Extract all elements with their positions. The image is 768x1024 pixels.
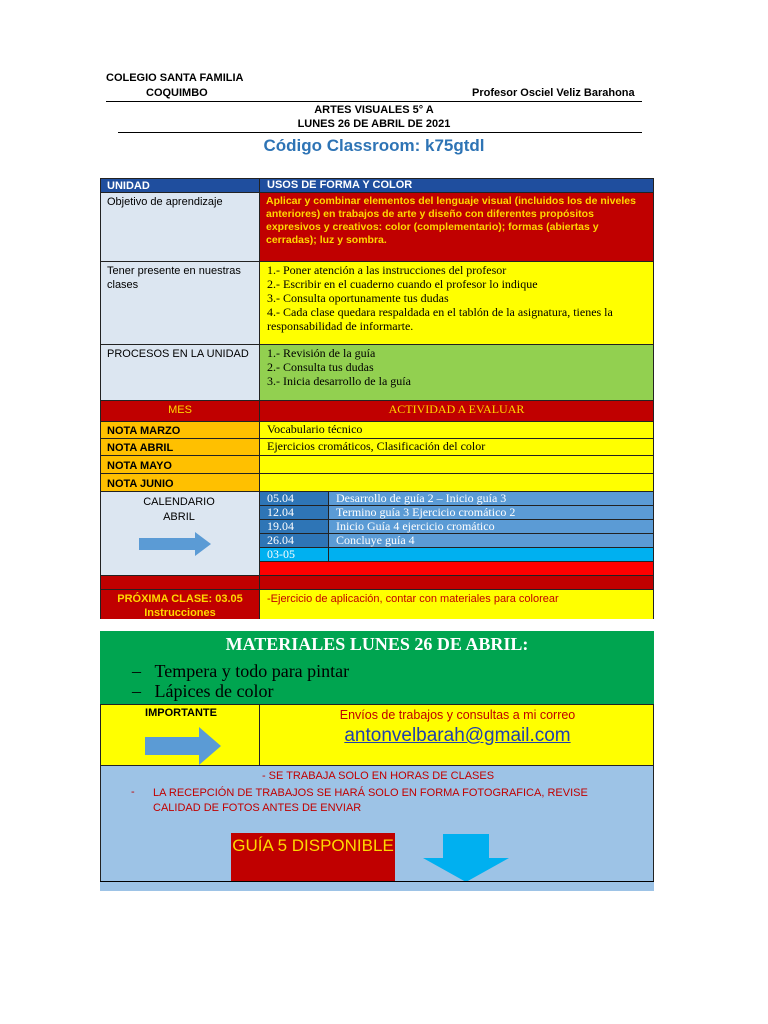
nota-label: NOTA ABRIL — [100, 438, 260, 456]
header-rule-top — [106, 101, 642, 102]
unidad-value: USOS DE FORMA Y COLOR — [259, 178, 654, 193]
tener-item: 4.- Cada clase quedara respaldada en el tablón de la asignatura, tienes la responsabilidad de informarte. — [267, 305, 613, 333]
header-rule-bottom — [118, 132, 642, 133]
objetivo-label: Objetivo de aprendizaje — [100, 192, 260, 262]
email-link[interactable]: antonvelbarah@gmail.com — [344, 725, 571, 746]
calendario-date: 12.04 — [259, 505, 329, 520]
calendario-label: CALENDARIO ABRIL — [143, 496, 215, 523]
calendario-cell — [100, 491, 260, 576]
nota-value — [259, 455, 654, 474]
nota-label: NOTA JUNIO — [100, 473, 260, 492]
importante-label: IMPORTANTE — [145, 707, 217, 719]
calendario-text: Desarrollo de guía 2 – Inicio guía 3 — [328, 491, 654, 506]
subject-title: ARTES VISUALES 5° A — [314, 104, 434, 116]
mes-header: MES — [100, 400, 260, 422]
note-dash: - — [131, 786, 135, 798]
calendario-date: 03-05 — [259, 547, 329, 562]
note-item: - SE TRABAJA SOLO EN HORAS DE CLASES — [261, 770, 495, 782]
guia-disponible-button[interactable]: GUÍA 5 DISPONIBLE — [231, 833, 395, 883]
school-city: COQUIMBO — [146, 87, 208, 99]
classroom-code: Código Classroom: k75gtdl — [263, 136, 485, 155]
nota-value: Ejercicios cromáticos, Clasificación del color — [259, 438, 654, 456]
calendario-date: 26.04 — [259, 533, 329, 548]
teacher-name: Profesor Osciel Veliz Barahona — [472, 87, 635, 99]
materiales-title: MATERIALES LUNES 26 DE ABRIL: — [225, 634, 529, 654]
calendario-text: Termino guía 3 Ejercicio cromático 2 — [328, 505, 654, 520]
calendario-text: Concluye guía 4 — [328, 533, 654, 548]
notes-block — [100, 765, 654, 891]
importante-cell — [100, 704, 260, 766]
procesos-item: 2.- Consulta tus dudas — [267, 360, 374, 374]
envios-text: Envíos de trabajos y consultas a mi correo — [339, 708, 576, 722]
notes-block-bottom — [100, 881, 654, 891]
separator-row — [100, 575, 260, 590]
right-arrow-icon — [139, 532, 211, 556]
materiales-item-text: Tempera y todo para pintar — [154, 661, 350, 681]
actividad-header: ACTIVIDAD A EVALUAR — [259, 400, 654, 422]
tener-item: 1.- Poner atención a las instrucciones del profesor — [267, 263, 507, 277]
procesos-label: PROCESOS EN LA UNIDAD — [100, 344, 260, 401]
right-arrow-icon — [145, 727, 221, 765]
objetivo-value: Aplicar y combinar elementos del lenguaje visual (incluidos los de niveles anteriores) en trabajos de arte y diseño con diferentes propósitos expresivos y creativos: color (complementario); formas (abiertas y cerradas); luz y sombra. — [259, 192, 654, 262]
date-title: LUNES 26 DE ABRIL DE 2021 — [297, 118, 451, 130]
materiales-item-text: Lápices de color — [154, 681, 274, 701]
materiales-top-band — [100, 619, 654, 631]
materiales-item: – Tempera y todo para pintar — [132, 661, 350, 681]
tener-label: Tener presente en nuestras clases — [100, 261, 260, 345]
tener-list — [259, 261, 654, 345]
procesos-list — [259, 344, 654, 401]
school-name: COLEGIO SANTA FAMILIA — [106, 72, 244, 84]
tener-item: 2.- Escribir en el cuaderno cuando el profesor lo indique — [267, 277, 538, 291]
down-arrow-icon — [423, 834, 509, 882]
procesos-item: 3.- Inicia desarrollo de la guía — [267, 374, 411, 388]
calendario-date: 05.04 — [259, 491, 329, 506]
calendario-text — [328, 547, 654, 562]
materiales-item: – Lápices de color — [132, 681, 274, 701]
proxima-value: -Ejercicio de aplicación, contar con materiales para colorear — [259, 589, 654, 620]
nota-value: Vocabulario técnico — [259, 421, 654, 439]
calendario-empty-row — [259, 561, 654, 576]
tener-item: 3.- Consulta oportunamente tus dudas — [267, 291, 449, 305]
materiales-block — [100, 619, 654, 705]
nota-label: NOTA MARZO — [100, 421, 260, 439]
calendario-date: 19.04 — [259, 519, 329, 534]
separator-row — [259, 575, 654, 590]
proxima-label: PRÓXIMA CLASE: 03.05 Instrucciones — [100, 589, 260, 620]
notes-block-rule — [100, 881, 654, 882]
unidad-label: UNIDAD — [100, 178, 260, 193]
nota-value — [259, 473, 654, 492]
nota-label: NOTA MAYO — [100, 455, 260, 474]
calendario-text: Inicio Guía 4 ejercicio cromático — [328, 519, 654, 534]
procesos-item: 1.- Revisión de la guía — [267, 346, 376, 360]
envios-cell — [259, 704, 654, 766]
note-item: LA RECEPCIÓN DE TRABAJOS SE HARÁ SOLO EN FORMA FOTOGRAFICA, REVISE CALIDAD DE FOTOS ANTES DE ENVIAR — [153, 787, 588, 814]
